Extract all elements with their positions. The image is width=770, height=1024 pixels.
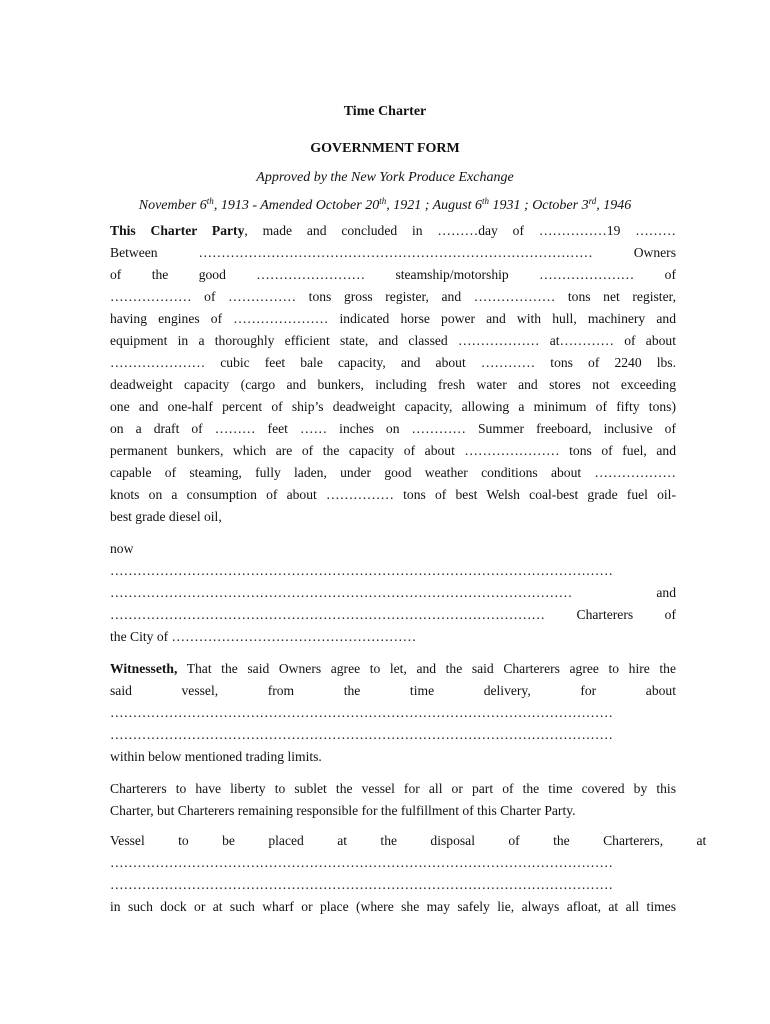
date-ordinal: th: [206, 196, 214, 206]
text-line: permanent bunkers, which are of the capacity of about ………………… tons of fuel, and: [110, 443, 676, 458]
text-line: …………………………………………………………………………………………………: [110, 727, 613, 742]
text-line: …………………………………………………………………………………………………: [110, 705, 613, 720]
text-line: of the good …………………… steamship/motorship ………………… of: [110, 267, 676, 282]
date-ordinal: th: [482, 196, 490, 206]
text-line: deadweight capacity (cargo and bunkers, including fresh water and stores not exceeding: [110, 377, 676, 392]
form-heading: GOVERNMENT FORM: [310, 141, 460, 156]
date-part: 1931 ; October 3: [489, 198, 589, 213]
text-line: ……………… of …………… tons gross register, and ……………… tons net register,: [110, 289, 676, 304]
date-part: , 1913 - Amended October 20: [213, 198, 380, 213]
date-ordinal: rd: [588, 196, 597, 206]
text-line: Vessel to be placed at the disposal of the Charterers, at: [110, 833, 707, 848]
charter-party-label: This Charter Party: [110, 223, 245, 238]
text-line: [110, 222, 676, 240]
date-part: November 6: [138, 198, 207, 213]
text-line: ………………………………………………………………………………………… and: [110, 585, 676, 600]
text-line: the City of ………………………………………………: [110, 629, 417, 644]
text-line: one and one-half percent of ship’s deadweight capacity, allowing a minimum of fifty tons): [110, 399, 676, 414]
text-line: having engines of ………………… indicated horse power and with hull, machinery and: [110, 311, 676, 326]
text-line: …………………………………………………………………………………………………: [110, 563, 613, 578]
text-run: That the said Owners agree to let, and the said Charterers agree to hire the: [177, 661, 676, 676]
text-run: , made and concluded in ………day of ……………19 ………: [244, 223, 676, 238]
text-line: …………………………………………………………………………………………………: [110, 855, 613, 870]
text-line: in such dock or at such wharf or place (where she may safely lie, always afloat, at all times: [110, 899, 676, 914]
text-line: within below mentioned trading limits.: [110, 749, 322, 764]
text-line: best grade diesel oil,: [110, 509, 222, 524]
text-line: now: [110, 541, 134, 556]
date-ordinal: th: [379, 196, 387, 206]
text-line: equipment in a thoroughly efficient state, and classed ……………… at………… of about: [110, 333, 676, 348]
text-line: Charter, but Charterers remaining responsible for the fulfillment of this Charter Party.: [110, 803, 576, 818]
document-title: Time Charter: [343, 104, 427, 119]
text-line: said vessel, from the time delivery, for about: [110, 683, 676, 698]
date-part: , 1921 ; August 6: [386, 198, 483, 213]
amendment-dates: [0, 196, 770, 214]
text-line: …………………………………………………………………………………………………: [110, 877, 613, 892]
text-line: knots on a consumption of about …………… tons of best Welsh coal-best grade fuel oil-: [110, 487, 676, 502]
approval-line: Approved by the New York Produce Exchange: [256, 170, 514, 185]
text-line: Charterers to have liberty to sublet the vessel for all or part of the time covered by this: [110, 781, 676, 796]
witnesseth-label: Witnesseth,: [110, 661, 178, 676]
text-line: Between …………………………………………………………………………… Owners: [110, 245, 676, 260]
text-line: ………………… cubic feet bale capacity, and about ………… tons of 2240 lbs.: [110, 355, 676, 370]
text-line: on a draft of ……… feet …… inches on ………… Summer freeboard, inclusive of: [110, 421, 676, 436]
date-part: , 1946: [596, 198, 632, 213]
text-line: [110, 660, 676, 678]
text-line: capable of steaming, fully laden, under good weather conditions about ………………: [110, 465, 676, 480]
text-line: …………………………………………………………………………………… Charterers of: [110, 607, 676, 622]
